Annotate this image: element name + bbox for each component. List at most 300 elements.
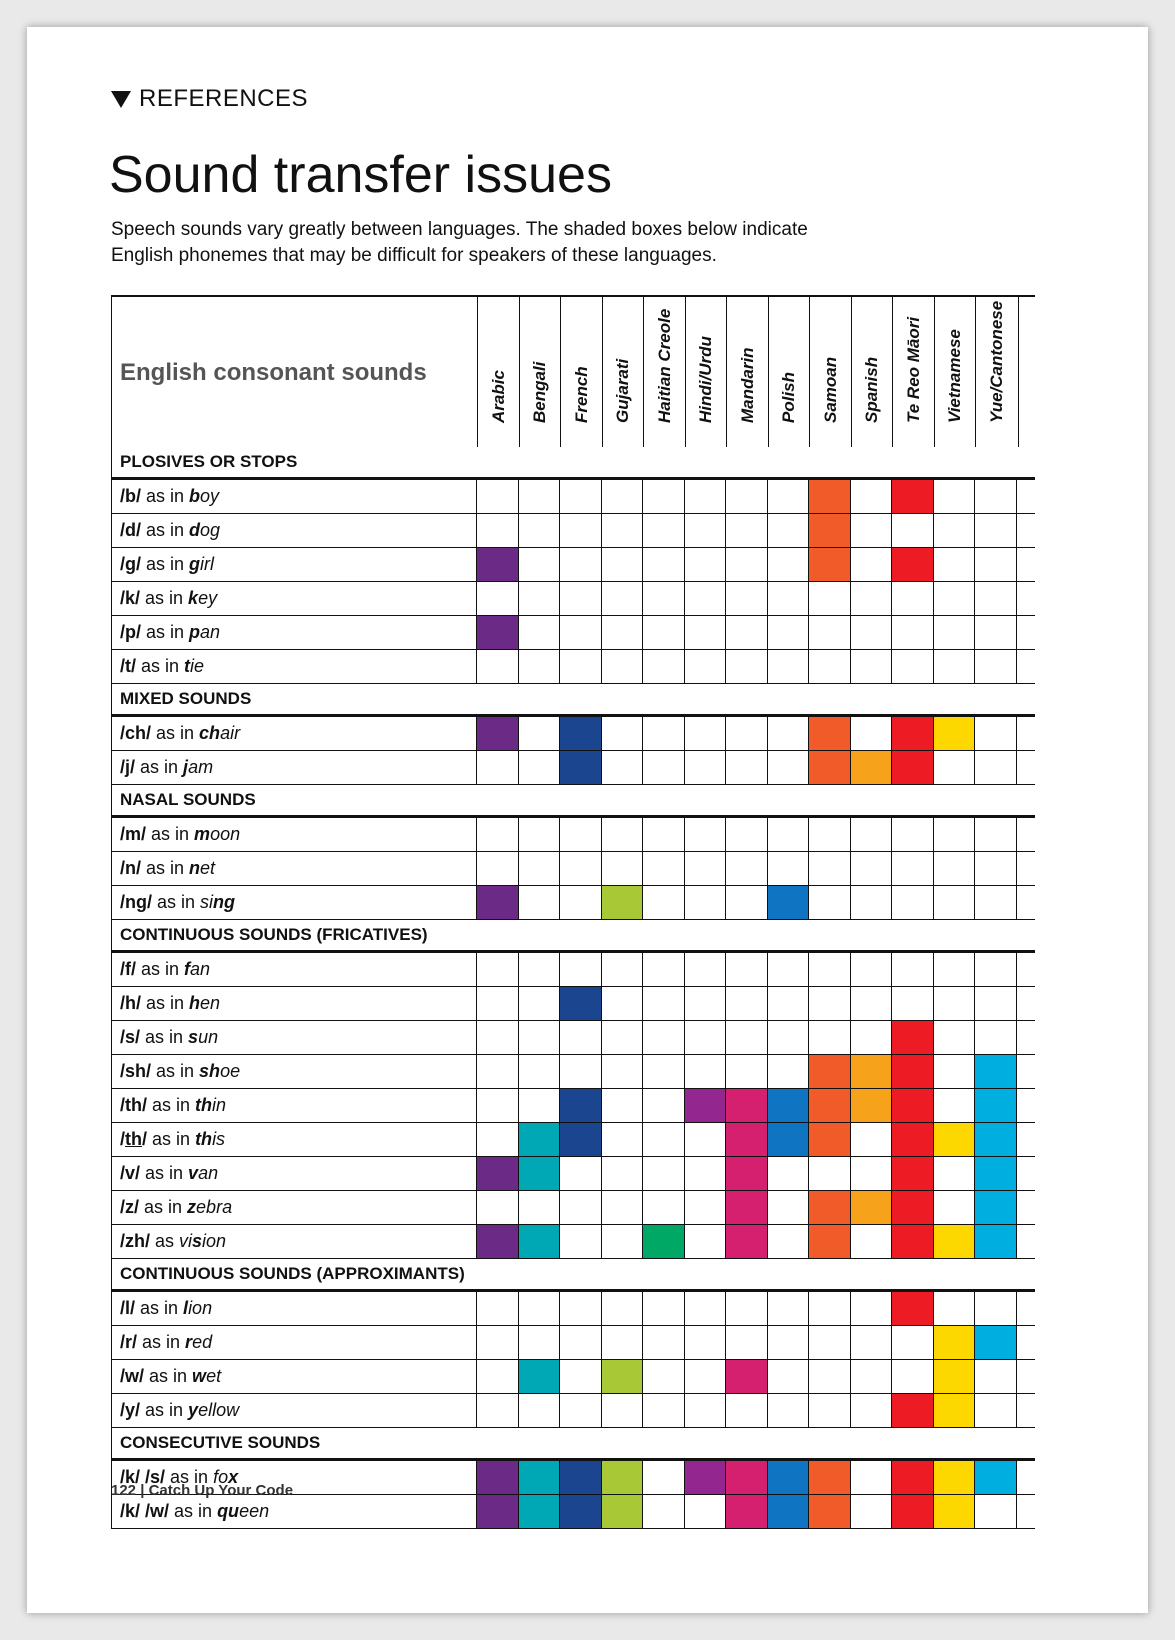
empty-cell	[643, 1191, 685, 1224]
empty-cell	[477, 1394, 519, 1427]
empty-cell	[768, 1191, 810, 1224]
empty-cell	[726, 953, 768, 986]
sound-label-part: in	[212, 1095, 227, 1115]
table-row	[111, 650, 1035, 684]
shaded-cell	[892, 480, 934, 513]
sound-label-part: x	[228, 1467, 239, 1487]
empty-cell	[809, 1326, 851, 1359]
sound-label-part: as in	[137, 1332, 186, 1352]
category-heading: CONTINUOUS SOUNDS (APPROXIMANTS)	[111, 1259, 1035, 1292]
empty-cell	[643, 650, 685, 683]
sound-label-part: as in	[144, 1366, 193, 1386]
sound-label-part: as in	[146, 824, 195, 844]
empty-cell	[685, 818, 727, 851]
shaded-cell	[477, 717, 519, 750]
shaded-cell	[809, 514, 851, 547]
empty-cell	[519, 1089, 561, 1122]
empty-cell	[560, 1055, 602, 1088]
table-row	[111, 1191, 1035, 1225]
sound-label-part: as in	[140, 1163, 189, 1183]
sound-label-part: p	[189, 622, 201, 642]
sound-label-part: fo	[213, 1467, 229, 1487]
empty-cell	[685, 650, 727, 683]
empty-cell	[602, 582, 644, 615]
page-footer	[111, 1482, 293, 1499]
empty-cell	[768, 717, 810, 750]
empty-cell	[560, 1326, 602, 1359]
empty-cell	[643, 1292, 685, 1325]
shaded-cell	[768, 1123, 810, 1156]
shaded-cell	[934, 1360, 976, 1393]
sound-label-part: as in	[141, 858, 190, 878]
empty-cell	[477, 1292, 519, 1325]
empty-cell	[643, 1157, 685, 1190]
sound-label	[112, 1495, 477, 1528]
sound-label-part: ellow	[198, 1400, 240, 1420]
sound-label-part: y	[188, 1400, 199, 1420]
sound-label-part: r	[185, 1332, 193, 1352]
shaded-cell	[809, 751, 851, 784]
empty-cell	[809, 1157, 851, 1190]
sound-label	[112, 1225, 477, 1258]
empty-cell	[477, 1089, 519, 1122]
empty-cell	[809, 987, 851, 1020]
empty-cell	[851, 1394, 893, 1427]
sound-label-part: f	[184, 959, 191, 979]
empty-cell	[726, 650, 768, 683]
category-heading: CONTINUOUS SOUNDS (FRICATIVES)	[111, 920, 1035, 953]
language-label: Haitian Creole	[654, 308, 674, 423]
column-header-language	[851, 297, 894, 447]
empty-cell	[768, 582, 810, 615]
shaded-cell	[851, 751, 893, 784]
sound-label-part: /zh/	[120, 1231, 150, 1251]
sound-label-part: as in	[165, 1467, 214, 1487]
table-row	[111, 1089, 1035, 1123]
empty-cell	[975, 1292, 1017, 1325]
table-row	[111, 1055, 1035, 1089]
empty-cell	[643, 953, 685, 986]
empty-cell	[768, 1394, 810, 1427]
empty-cell	[602, 852, 644, 885]
column-header-language	[892, 297, 935, 447]
shaded-cell	[975, 1157, 1017, 1190]
empty-cell	[477, 818, 519, 851]
empty-cell	[602, 650, 644, 683]
empty-cell	[809, 582, 851, 615]
empty-cell	[685, 852, 727, 885]
shaded-cell	[892, 1055, 934, 1088]
empty-cell	[685, 1123, 727, 1156]
empty-cell	[560, 886, 602, 919]
shaded-cell	[934, 1394, 976, 1427]
example-word	[189, 554, 214, 574]
empty-cell	[892, 650, 934, 683]
sound-label-part: /j/	[120, 757, 136, 777]
empty-cell	[934, 582, 976, 615]
shaded-cell	[892, 1089, 934, 1122]
shaded-cell	[975, 1461, 1017, 1494]
empty-cell	[934, 1157, 976, 1190]
sound-label-part: as in	[141, 520, 190, 540]
shaded-cell	[892, 1495, 934, 1528]
empty-cell	[851, 987, 893, 1020]
sound-label-part: /k/ /w/	[120, 1501, 170, 1521]
empty-cell	[892, 953, 934, 986]
empty-cell	[643, 751, 685, 784]
language-label: Samoan	[820, 356, 840, 423]
sound-label-part: as in	[151, 1061, 200, 1081]
sound-label-part: as in	[152, 892, 201, 912]
empty-cell	[892, 582, 934, 615]
empty-cell	[685, 616, 727, 649]
empty-cell	[477, 1055, 519, 1088]
shaded-cell	[892, 1123, 934, 1156]
sound-label-part: si	[200, 892, 214, 912]
sound-label	[112, 1326, 477, 1359]
shaded-cell	[851, 1055, 893, 1088]
empty-cell	[726, 480, 768, 513]
category-heading: CONSECUTIVE SOUNDS	[111, 1428, 1035, 1461]
shaded-cell	[934, 1326, 976, 1359]
empty-cell	[726, 1292, 768, 1325]
sound-label-part: as in	[141, 554, 190, 574]
sound-label-part: as in	[147, 1129, 196, 1149]
sound-label	[112, 1021, 477, 1054]
shaded-cell	[892, 1461, 934, 1494]
sound-label-part: ebra	[196, 1197, 233, 1217]
sound-label	[112, 1055, 477, 1088]
sound-label	[112, 582, 477, 615]
sound-label-part: am	[188, 757, 214, 777]
shaded-cell	[975, 1123, 1017, 1156]
sound-label	[112, 514, 477, 547]
empty-cell	[809, 1394, 851, 1427]
sound-label-part: an	[190, 959, 211, 979]
empty-cell	[602, 1123, 644, 1156]
language-label: Hindi/Urdu	[696, 336, 716, 423]
example-word	[189, 486, 219, 506]
sound-label-part: /g/	[120, 554, 141, 574]
empty-cell	[643, 987, 685, 1020]
triangle-down-icon	[111, 91, 131, 108]
sound-label-part: vi	[179, 1231, 193, 1251]
empty-cell	[477, 1191, 519, 1224]
empty-cell	[851, 1225, 893, 1258]
sound-label-part: ng	[213, 892, 236, 912]
empty-cell	[477, 1021, 519, 1054]
sound-label-part: /k/ /s/	[120, 1467, 166, 1487]
empty-cell	[851, 582, 893, 615]
empty-cell	[975, 818, 1017, 851]
empty-cell	[892, 1326, 934, 1359]
shaded-cell	[809, 480, 851, 513]
empty-cell	[726, 1055, 768, 1088]
language-label: Spanish	[862, 356, 882, 423]
sound-label-part: j	[183, 757, 189, 777]
empty-cell	[934, 852, 976, 885]
category-heading: PLOSIVES OR STOPS	[111, 447, 1035, 480]
empty-cell	[643, 1055, 685, 1088]
empty-cell	[934, 548, 976, 581]
sound-label-part: as in	[141, 622, 190, 642]
sound-label-part: an	[198, 1163, 219, 1183]
empty-cell	[477, 852, 519, 885]
sound-label	[112, 751, 477, 784]
empty-cell	[726, 987, 768, 1020]
example-word	[192, 1366, 221, 1386]
empty-cell	[934, 1021, 976, 1054]
empty-cell	[519, 548, 561, 581]
shaded-cell	[892, 1292, 934, 1325]
shaded-cell	[726, 1123, 768, 1156]
sound-label	[112, 1394, 477, 1427]
language-label: French	[571, 366, 591, 423]
sound-label-part: z	[187, 1197, 197, 1217]
column-header-language	[560, 297, 603, 447]
empty-cell	[726, 717, 768, 750]
empty-cell	[643, 852, 685, 885]
empty-cell	[934, 953, 976, 986]
empty-cell	[768, 751, 810, 784]
sound-label-part: l	[183, 1298, 189, 1318]
empty-cell	[892, 987, 934, 1020]
sound-label-part: /ng/	[120, 892, 152, 912]
shaded-cell	[560, 751, 602, 784]
empty-cell	[477, 1326, 519, 1359]
empty-cell	[975, 953, 1017, 986]
sound-label-part: /h/	[120, 993, 141, 1013]
empty-cell	[975, 582, 1017, 615]
empty-cell	[560, 1360, 602, 1393]
footer-separator: |	[136, 1482, 149, 1499]
table-row	[111, 1292, 1035, 1326]
empty-cell	[602, 616, 644, 649]
sound-label	[112, 852, 477, 885]
sound-label-part: h	[189, 993, 201, 1013]
empty-cell	[519, 1326, 561, 1359]
empty-cell	[643, 1394, 685, 1427]
sound-label-part: /k/	[120, 588, 141, 608]
sound-label-part: /z/	[120, 1197, 140, 1217]
empty-cell	[975, 1394, 1017, 1427]
empty-cell	[685, 1021, 727, 1054]
example-word	[199, 723, 240, 743]
empty-cell	[519, 1292, 561, 1325]
shaded-cell	[975, 1191, 1017, 1224]
empty-cell	[768, 1225, 810, 1258]
sound-label-part: as in	[141, 993, 190, 1013]
sound-label-part: /y/	[120, 1400, 141, 1420]
empty-cell	[519, 717, 561, 750]
sound-label-part: /th/	[120, 1129, 148, 1149]
empty-cell	[685, 1495, 727, 1528]
empty-cell	[477, 514, 519, 547]
sound-label-part: b	[189, 486, 201, 506]
empty-cell	[685, 1225, 727, 1258]
shaded-cell	[975, 1055, 1017, 1088]
shaded-cell	[519, 1461, 561, 1494]
shaded-cell	[851, 1089, 893, 1122]
empty-cell	[602, 751, 644, 784]
table-row	[111, 953, 1035, 987]
empty-cell	[643, 1123, 685, 1156]
empty-cell	[685, 548, 727, 581]
sound-label-part: as in	[139, 1197, 188, 1217]
shaded-cell	[726, 1225, 768, 1258]
empty-cell	[643, 1461, 685, 1494]
empty-cell	[892, 852, 934, 885]
language-label: Arabic	[488, 370, 508, 423]
empty-cell	[726, 1394, 768, 1427]
sound-label-part: /v/	[120, 1163, 141, 1183]
sound-label-part: s	[192, 1231, 203, 1251]
empty-cell	[768, 1326, 810, 1359]
shaded-cell	[809, 1461, 851, 1494]
shaded-cell	[602, 886, 644, 919]
empty-cell	[809, 886, 851, 919]
sound-label-part: as in	[135, 757, 184, 777]
example-word	[185, 1332, 212, 1352]
empty-cell	[809, 650, 851, 683]
sound-label-part: /sh/	[120, 1061, 152, 1081]
empty-cell	[726, 852, 768, 885]
empty-cell	[560, 548, 602, 581]
sound-transfer-table	[111, 295, 1035, 1529]
table-row	[111, 1326, 1035, 1360]
sound-label	[112, 480, 477, 513]
column-header-language	[975, 297, 1019, 447]
sound-label	[112, 987, 477, 1020]
shaded-cell	[560, 987, 602, 1020]
sound-label-part: irl	[200, 554, 215, 574]
empty-cell	[851, 852, 893, 885]
shaded-cell	[560, 1123, 602, 1156]
empty-cell	[726, 1326, 768, 1359]
sound-label-part: et	[206, 1366, 222, 1386]
sound-label-part: th	[195, 1095, 213, 1115]
empty-cell	[519, 953, 561, 986]
sound-label-part: ed	[192, 1332, 213, 1352]
empty-cell	[519, 1394, 561, 1427]
sound-label-part: /ch/	[120, 723, 152, 743]
example-word	[189, 622, 220, 642]
empty-cell	[519, 1021, 561, 1054]
language-label: Te Reo Māori	[903, 316, 923, 423]
sound-label-part: /l/	[120, 1298, 136, 1318]
empty-cell	[685, 480, 727, 513]
example-word	[189, 858, 215, 878]
shaded-cell	[519, 1360, 561, 1393]
example-word	[188, 588, 217, 608]
example-word	[200, 892, 235, 912]
empty-cell	[685, 1292, 727, 1325]
empty-cell	[477, 953, 519, 986]
empty-cell	[643, 1089, 685, 1122]
empty-cell	[768, 818, 810, 851]
table-row	[111, 818, 1035, 852]
sound-label-part: ion	[188, 1298, 213, 1318]
sound-label-part: sh	[199, 1061, 221, 1081]
shaded-cell	[685, 1089, 727, 1122]
empty-cell	[560, 1225, 602, 1258]
sound-label-part: /r/	[120, 1332, 138, 1352]
empty-cell	[809, 616, 851, 649]
sound-label-part: as in	[140, 1400, 189, 1420]
example-word	[195, 1129, 225, 1149]
table-row	[111, 514, 1035, 548]
sound-label-part: qu	[217, 1501, 240, 1521]
example-word	[184, 656, 204, 676]
sound-label	[112, 1089, 477, 1122]
shaded-cell	[477, 886, 519, 919]
shaded-cell	[560, 717, 602, 750]
empty-cell	[602, 1394, 644, 1427]
sound-label-part: as in	[135, 1298, 184, 1318]
empty-cell	[768, 852, 810, 885]
shaded-cell	[809, 1495, 851, 1528]
empty-cell	[851, 480, 893, 513]
empty-cell	[602, 1055, 644, 1088]
sound-label	[112, 1123, 477, 1156]
empty-cell	[685, 751, 727, 784]
empty-cell	[602, 1089, 644, 1122]
sound-label-part: og	[200, 520, 221, 540]
sound-label-part: /f/	[120, 959, 136, 979]
sound-label	[112, 616, 477, 649]
sound-label-part: m	[194, 824, 211, 844]
sound-label-part: oy	[200, 486, 220, 506]
intro-text	[111, 217, 871, 269]
intro-line: Speech sounds vary greatly between languages. The shaded boxes below indicate	[111, 219, 808, 240]
table-row	[111, 987, 1035, 1021]
empty-cell	[975, 1495, 1017, 1528]
empty-cell	[560, 582, 602, 615]
empty-cell	[560, 852, 602, 885]
sound-label-part: th	[195, 1129, 213, 1149]
empty-cell	[519, 886, 561, 919]
empty-cell	[851, 818, 893, 851]
empty-cell	[477, 480, 519, 513]
empty-cell	[934, 751, 976, 784]
shaded-cell	[519, 1123, 561, 1156]
empty-cell	[643, 1326, 685, 1359]
sound-label-part: et	[200, 858, 216, 878]
empty-cell	[851, 1292, 893, 1325]
example-word	[183, 1298, 212, 1318]
empty-cell	[560, 650, 602, 683]
empty-cell	[685, 1394, 727, 1427]
empty-cell	[643, 616, 685, 649]
empty-cell	[602, 1326, 644, 1359]
shaded-cell	[768, 1461, 810, 1494]
empty-cell	[560, 616, 602, 649]
sound-label-part: as in	[140, 588, 189, 608]
example-word	[188, 1027, 218, 1047]
shaded-cell	[934, 1123, 976, 1156]
empty-cell	[975, 987, 1017, 1020]
empty-cell	[726, 616, 768, 649]
empty-cell	[685, 1326, 727, 1359]
example-word	[188, 1163, 218, 1183]
empty-cell	[809, 1292, 851, 1325]
empty-cell	[934, 1089, 976, 1122]
empty-cell	[851, 616, 893, 649]
empty-cell	[726, 751, 768, 784]
empty-cell	[477, 1123, 519, 1156]
empty-cell	[934, 514, 976, 547]
shaded-cell	[477, 1495, 519, 1528]
